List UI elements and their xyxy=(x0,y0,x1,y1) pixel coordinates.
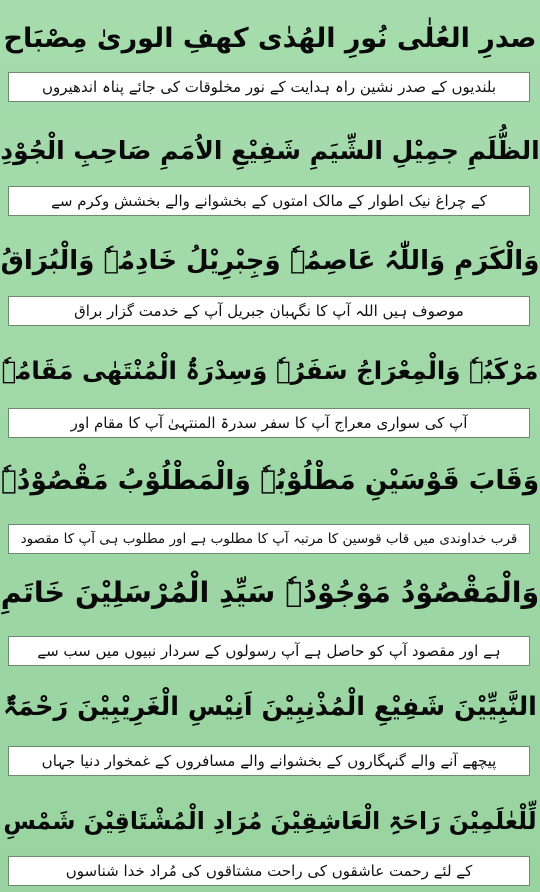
urdu-translation-5: قرب خداوندی میں قاب قوسین کا مرتبہ آپ کا مطلوب ہے اور مطلوب ہی آپ کا مقصود xyxy=(8,524,530,554)
arabic-verse-1: صدرِ العُلٰی نُورِ الھُدٰی کھفِ الوریٰ مِصْبَاح xyxy=(3,23,537,54)
urdu-translation-4: آپ کی سواری معراج آپ کا سفر سدرۃ المنتہیٰ آپ کا مقام اور xyxy=(8,408,530,438)
arabic-verse-2: الظُّلَمِ جمِیْلِ الشِّیَمِ شَفِیْعِ الاُمَمِ صَاحِبِ الْجُوْدِ xyxy=(0,136,540,165)
urdu-translation-6: ہے اور مقصود آپ کو حاصل ہے آپ رسولوں کے سردار نبیوں میں سب سے xyxy=(8,636,530,666)
urdu-translation-3: موصوف ہیں اللہ آپ کا نگہبان جبریل آپ کے خدمت گزار براق xyxy=(8,296,530,326)
urdu-translation-1: بلندیوں کے صدر نشین راہ ہدایت کے نور مخلوقات کی جائے پناہ اندھیروں xyxy=(8,72,530,102)
arabic-verse-3: وَالْکَرَمِ وَاللّٰہُ عَاصِمُہٗ وَجِبْرِیْلُ خَادِمُہٗ وَالْبُرَاقُ xyxy=(0,246,540,276)
arabic-verse-4: مَرْکَبُہٗ وَالْمِعْرَاجُ سَفَرُہٗ وَسِدْرَۃُ الْمُنْتَھٰی مَقَامُہٗ xyxy=(1,356,539,385)
arabic-verse-7: النَّبِیِّیْنَ شَفِیْعِ الْمُذْنِبِیْنَ اَنِیْسِ الْغَرِیْبِیْنَ رَحْمَۃٌ xyxy=(3,692,537,722)
urdu-translation-7: پیچھے آنے والے گنہگاروں کے بخشوانے والے مسافروں کے غمخوار دنیا جہاں xyxy=(8,746,530,776)
arabic-verse-5: وَقَابَ قَوْسَیْنِ مَطْلُوْبُہٗ وَالْمَطْلُوْبُ مَقْصُوْدُہٗ xyxy=(0,465,540,496)
urdu-translation-2: کے چراغ نیک اطوار کے مالک امتوں کے بخشوانے والے بخشش وکرم سے xyxy=(8,186,530,216)
arabic-verse-6: وَالْمَقْصُوْدُ مَوْجُوْدُہٗ سَیِّدِ الْمُرْسَلِیْنَ خَاتَمِ xyxy=(0,576,540,609)
urdu-translation-8: کے لئے رحمت عاشقوں کی راحت مشتاقوں کی مُراد خدا شناسوں xyxy=(8,856,530,886)
arabic-verse-8: لِّلْعٰلَمِیْنَ رَاحَۃِ الْعَاشِقِیْنَ مُرَادِ الْمُشْتَاقِیْنَ شَمْسِ xyxy=(3,807,537,835)
